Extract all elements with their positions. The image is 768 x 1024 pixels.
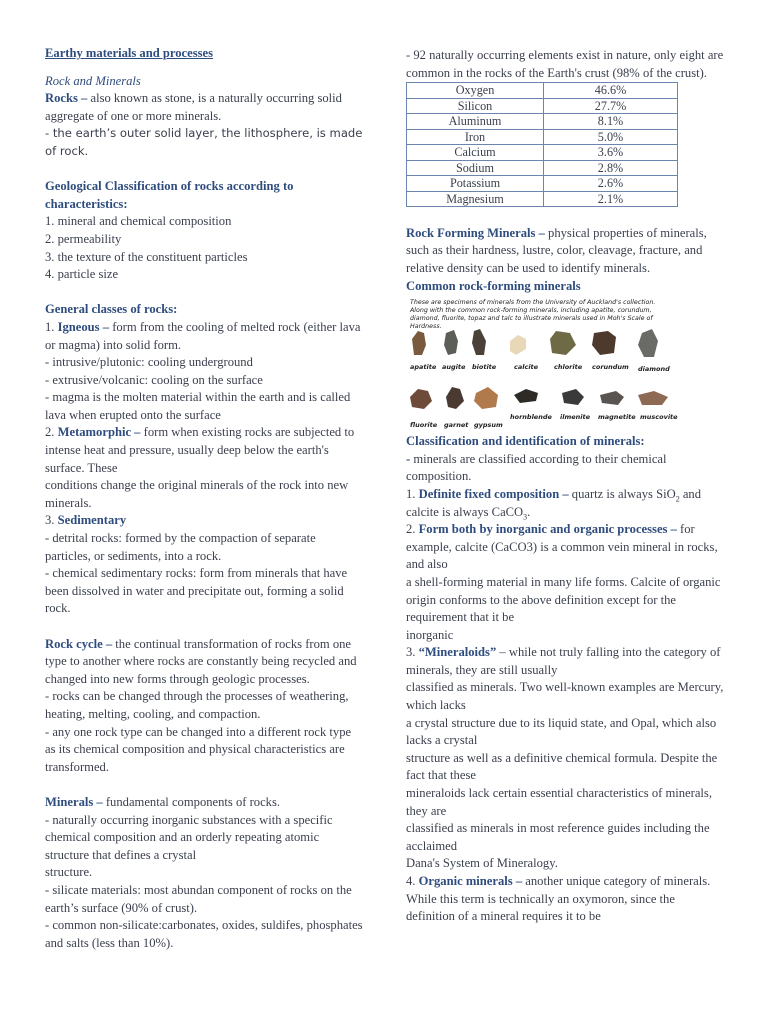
element-percent: 5.0%	[544, 129, 678, 145]
section-subheading: Rock and Minerals	[45, 73, 141, 88]
mineral-label: gypsum	[474, 421, 503, 430]
sedimentary-line: - chemical sedimentary rocks: form from minerals that have been dissolved in water and precipitate out, forming a solid rock.	[45, 566, 348, 616]
point-4-number: 4.	[406, 874, 419, 888]
igneous-paragraph	[45, 319, 363, 354]
element-name: Silicon	[407, 98, 544, 114]
augite-specimen	[444, 330, 458, 355]
rocks-term: Rocks –	[45, 91, 88, 106]
point-3-line: a crystal structure due to its liquid state, and Opal, which also lacks a crystal	[406, 715, 717, 748]
biotite-specimen	[472, 329, 486, 355]
lithosphere-line: - the earth’s outer solid layer, the lithosphere, is made of rock.	[45, 126, 363, 158]
element-percent: 3.6%	[544, 145, 678, 161]
point-1-def-a: quartz is always SiO	[568, 486, 676, 501]
right-column	[406, 47, 724, 926]
classification-dash: -	[406, 451, 414, 466]
minerals-line: - silicate materials: most abundan component of rocks on the earth’s surface (90% of crust).	[45, 882, 352, 915]
rock-cycle-line: - rocks can be changed through the processes of weathering, heating, melting, cooling, and compaction.	[45, 689, 349, 721]
igneous-term: Igneous –	[57, 319, 110, 334]
metamorphic-number: 2.	[45, 425, 58, 440]
rock-cycle-line: - any one rock type can be changed into a different rock type as its chemical composition and physical characteristics are transformed.	[45, 724, 352, 774]
mineral-label: garnet	[444, 421, 469, 430]
point-1-def-c: .	[527, 504, 531, 519]
element-name: Potassium	[407, 176, 544, 192]
element-percent: 27.7%	[544, 98, 678, 114]
minerals-line: - naturally occurring inorganic substances with a specific chemical composition and an orderly repeating atomic structure that defines a crystal	[45, 812, 333, 862]
point-4-term: Organic minerals –	[418, 874, 523, 888]
point-1-sub-1: 2	[675, 494, 680, 504]
mineral-label: chlorite	[554, 363, 583, 372]
element-row	[407, 191, 678, 207]
element-name: Aluminum	[407, 114, 544, 130]
classification-intro-text: minerals are classified according to their chemical composition.	[406, 451, 667, 484]
mineral-label: magnetite	[598, 413, 636, 422]
point-3-term: “Mineraloids”	[418, 645, 497, 660]
magnetite-specimen	[600, 391, 624, 405]
point-3-paragraph	[406, 644, 724, 679]
metamorphic-paragraph	[45, 424, 363, 477]
point-4-paragraph	[406, 873, 724, 926]
element-name: Magnesium	[407, 191, 544, 207]
point-2-line: a shell-forming material in many life forms. Calcite of organic origin conforms to the above definition except for the requirement that it be	[406, 574, 721, 625]
mineral-label: corundum	[592, 363, 629, 372]
point-1-term: Definite fixed composition –	[418, 486, 569, 501]
rock-forming-term: Rock Forming Minerals –	[406, 225, 545, 240]
mineral-label: muscovite	[640, 413, 678, 422]
metamorphic-term: Metamorphic –	[57, 425, 141, 440]
point-3-line: classified as minerals in most reference guides including the acclaimed	[406, 821, 710, 853]
igneous-line: - intrusive/plutonic: cooling underground	[45, 355, 253, 370]
sedimentary-term: Sedimentary	[57, 513, 127, 528]
element-percent: 2.6%	[544, 176, 678, 192]
general-classes-heading: General classes of rocks:	[45, 302, 178, 317]
garnet-specimen	[446, 387, 464, 409]
geo-item: 4. particle size	[45, 267, 119, 282]
point-1-paragraph	[406, 486, 724, 521]
point-4-definition: another unique category of minerals. While this term is technically an oxymoron, since the definition of a mineral requires it to be	[406, 874, 711, 924]
corundum-specimen	[592, 331, 616, 355]
elements-intro: - 92 naturally occurring elements exist in nature, only eight are common in the rocks of the Earth's crust (98% of the crust).	[406, 48, 724, 80]
muscovite-specimen	[638, 391, 668, 405]
igneous-line: - magma is the molten material within the earth and is called lava when erupted onto the surface	[45, 390, 351, 422]
sedimentary-paragraph	[45, 512, 363, 530]
calcite-specimen	[510, 335, 526, 355]
geo-item: 1. mineral and chemical composition	[45, 214, 232, 229]
point-1-def-b: and calcite is always CaCO	[406, 486, 702, 519]
fluorite-specimen	[410, 389, 432, 409]
hornblende-specimen	[514, 389, 538, 403]
igneous-definition: form from the cooling of melted rock (either lava or magma) into solid form.	[45, 319, 361, 352]
igneous-number: 1.	[45, 319, 58, 334]
elements-table	[406, 82, 678, 207]
rock-cycle-definition: the continual transformation of rocks from one type to another where rocks are constantly being recycled and changed into new forms through geologic processes.	[45, 636, 357, 686]
mineral-label: fluorite	[410, 421, 438, 430]
element-row	[407, 176, 678, 192]
point-2-paragraph	[406, 521, 724, 574]
geo-item: 2. permeability	[45, 231, 122, 246]
rock-forming-definition: physical properties of minerals, such as their hardness, lustre, color, cleavage, fracture, and relative density can be used to identify minerals.	[406, 225, 707, 275]
geo-item: 3. the texture of the constituent particles	[45, 249, 248, 264]
metamorphic-definition: form when existing rocks are subjected to intense heat and pressure, usually deep below the earth's surface. These	[45, 425, 355, 475]
element-row	[407, 160, 678, 176]
diamond-specimen	[638, 329, 658, 357]
minerals-term: Minerals –	[45, 794, 103, 809]
ilmenite-specimen	[562, 389, 584, 405]
igneous-line: - extrusive/volcanic: cooling on the surface	[45, 372, 263, 387]
geo-classification-heading: Geological Classification of rocks according to characteristics:	[45, 179, 294, 211]
mineral-label: apatite	[410, 363, 437, 372]
classification-heading: Classification and identification of minerals:	[406, 434, 645, 449]
point-2-definition: for example, calcite (CaCO3) is a common vein mineral in rocks, and also	[406, 522, 718, 572]
element-name: Calcium	[407, 145, 544, 161]
element-row	[407, 129, 678, 145]
mineral-label: biotite	[472, 363, 497, 372]
sedimentary-number: 3.	[45, 513, 58, 528]
element-percent: 8.1%	[544, 114, 678, 130]
element-row	[407, 98, 678, 114]
point-1-sub-2: 3	[523, 512, 528, 522]
point-3-definition: – while not truly falling into the category of minerals, they are still usually	[406, 645, 721, 677]
element-percent: 2.1%	[544, 191, 678, 207]
point-3-number: 3.	[406, 645, 419, 660]
mineral-label: diamond	[638, 365, 670, 374]
chlorite-specimen	[550, 331, 576, 355]
minerals-paragraph	[45, 794, 363, 812]
mineral-label: calcite	[514, 363, 539, 372]
rock-forming-paragraph	[406, 225, 724, 278]
mineral-specimens-image	[406, 297, 680, 430]
mineral-label: augite	[442, 363, 466, 372]
common-minerals-heading: Common rock-forming minerals	[406, 278, 581, 293]
minerals-line: structure.	[45, 865, 93, 880]
mineral-label: ilmenite	[560, 413, 591, 422]
minerals-definition: fundamental components of rocks.	[102, 794, 281, 809]
point-3-line: structure as well as a definitive chemical formula. Despite the fact that these	[406, 750, 718, 783]
point-3-line: mineraloids lack certain essential characteristics of minerals, they are	[406, 786, 712, 818]
minerals-line: - common non-silicate:carbonates, oxides, suldifes, phosphates and salts (less than 10%).	[45, 918, 363, 950]
point-3-line: Dana's System of Mineralogy.	[406, 856, 558, 871]
classification-intro	[406, 451, 724, 486]
gypsum-specimen	[474, 387, 498, 409]
element-name: Iron	[407, 129, 544, 145]
element-row	[407, 114, 678, 130]
element-percent: 46.6%	[544, 83, 678, 99]
point-3-line: classified as minerals. Two well-known examples are Mercury, which lacks	[406, 680, 724, 713]
rocks-definition: also known as stone, is a naturally occurring solid aggregate of one or more minerals.	[45, 91, 342, 123]
rock-cycle-term: Rock cycle –	[45, 636, 113, 651]
element-row	[407, 145, 678, 161]
point-1-number: 1.	[406, 486, 419, 501]
left-column	[45, 45, 363, 952]
rock-cycle-paragraph	[45, 636, 363, 689]
mineral-label: hornblende	[510, 413, 552, 422]
image-caption: These are specimens of minerals from the University of Auckland's collection. Along with the common rock-forming minerals, including apatite, corundum, diamond, fluorite, topaz and talc to illustrate minerals used in Moh's Scale of Hardness.	[410, 299, 656, 331]
element-name: Sodium	[407, 160, 544, 176]
element-percent: 2.8%	[544, 160, 678, 176]
element-name: Oxygen	[407, 83, 544, 99]
point-2-term: Form both by inorganic and organic processes –	[418, 522, 677, 537]
metamorphic-line: conditions change the original minerals of the rock into new minerals.	[45, 478, 349, 510]
rocks-paragraph	[45, 90, 363, 125]
apatite-specimen	[412, 331, 426, 355]
page-heading: Earthy materials and processes	[45, 46, 214, 60]
point-2-line: inorganic	[406, 627, 454, 642]
element-row	[407, 83, 678, 99]
sedimentary-line: - detrital rocks: formed by the compaction of separate particles, or sediments, into a rock.	[45, 531, 316, 563]
point-2-number: 2.	[406, 522, 419, 537]
